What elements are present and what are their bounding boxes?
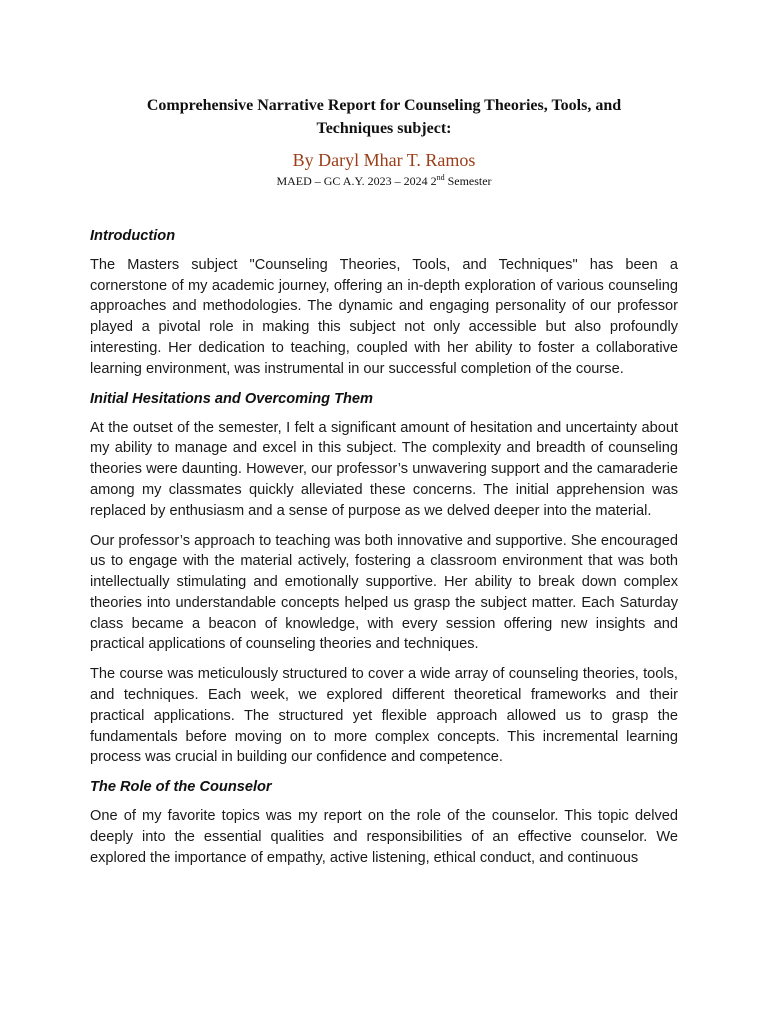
title-line-2: Techniques subject: bbox=[316, 120, 452, 137]
meta-superscript: nd bbox=[436, 173, 445, 182]
paragraph: The course was meticulously structured to cover a wide array of counseling theories, tools, and techniques. Each week, we explored different theoretical frameworks and their practical applications. The structured yet flexible approach allowed us to grasp the fundamentals before moving on to more complex concepts. This incremental learning process was crucial in building our confidence and competence. bbox=[90, 666, 678, 766]
document-title bbox=[90, 94, 678, 140]
section-heading-introduction: Introduction bbox=[90, 228, 176, 244]
paragraph: The Masters subject "Counseling Theories, Tools, and Techniques" has been a cornerstone of my academic journey, offering an in-depth exploration of various counseling approaches and methodologies. The dynamic and engaging personality of our professor played a pivotal role in making this subject not only accessible but also profoundly interesting. Her dedication to teaching, coupled with her ability to foster a collaborative learning environment, was instrumental in our successful completion of the course. bbox=[90, 257, 678, 377]
title-line-1: Comprehensive Narrative Report for Counseling Theories, Tools, and bbox=[146, 97, 622, 114]
paragraph: Our professor’s approach to teaching was both innovative and supportive. She encouraged us to engage with the material actively, fostering a classroom environment that was both intellectually stimulating and emotionally supportive. Her ability to break down complex theories into understandable concepts helped us grasp the subject matter. Each Saturday class became a beacon of knowledge, with every session offering new insights and practical applications of counseling theories and techniques. bbox=[90, 532, 678, 653]
paragraph: At the outset of the semester, I felt a significant amount of hesitation and uncertainty about my ability to manage and excel in this subject. The complexity and breadth of counseling theories were daunting. However, our professor’s unwavering support and the camaraderie among my classmates quickly alleviated these concerns. The initial apprehension was replaced by enthusiasm and a sense of purpose as we delved deeper into the material. bbox=[90, 419, 678, 519]
document-header bbox=[90, 94, 678, 189]
author-byline: By Daryl Mhar T. Ramos bbox=[292, 150, 476, 170]
meta-text: MAED – GC A.Y. 2023 – 2024 2 bbox=[276, 174, 437, 188]
program-semester-line bbox=[90, 173, 678, 189]
document-body bbox=[90, 226, 678, 878]
section-heading-role-of-counselor: The Role of the Counselor bbox=[90, 779, 272, 796]
paragraph: One of my favorite topics was my report on the role of the counselor. This topic delved deeply into the essential qualities and responsibilities of an effective counselor. We explored the importance of empathy, active listening, ethical conduct, and continuous bbox=[90, 808, 678, 866]
section-heading-initial-hesitations: Initial Hesitations and Overcoming Them bbox=[90, 390, 374, 407]
meta-suffix: Semester bbox=[444, 174, 492, 188]
